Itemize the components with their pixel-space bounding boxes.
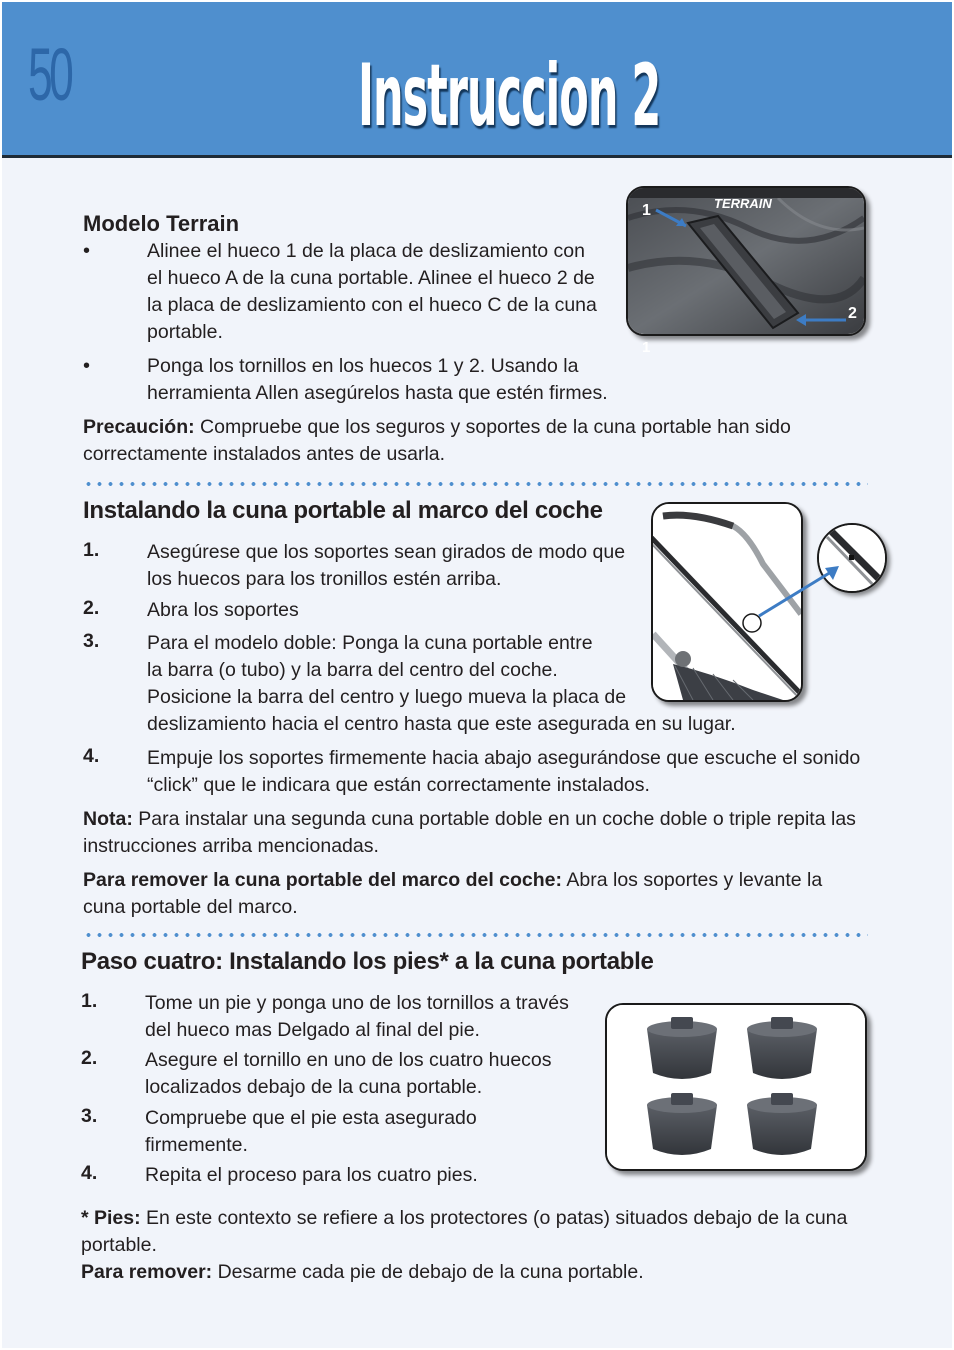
step-line: la barra (o tubo) y la barra del centro del coche. xyxy=(147,659,558,681)
terrain-brand-label: TERRAIN xyxy=(714,196,772,211)
step-number: 4. xyxy=(83,745,100,767)
remove-text-line2: cuna portable del marco. xyxy=(83,896,298,918)
step-line: los huecos para los tronillos estén arriba. xyxy=(147,568,502,590)
remove-paragraph xyxy=(83,867,822,921)
page-number: 50 xyxy=(28,33,71,116)
step-text xyxy=(145,990,569,1044)
note-text: Para instalar una segunda cuna portable doble en un coche doble o triple repita las xyxy=(132,808,856,830)
remove-label: Para remover la cuna portable del marco del coche: xyxy=(83,869,563,891)
note-label: Nota: xyxy=(83,808,133,830)
step-text xyxy=(147,597,299,624)
pointer-arrow-icon xyxy=(755,560,845,620)
page-title: Instruccion 2 xyxy=(358,46,661,146)
step-text xyxy=(145,1105,477,1159)
bullet-text-1 xyxy=(147,238,597,346)
bullet-symbol: • xyxy=(83,240,91,262)
foot-icon xyxy=(747,1017,817,1079)
terrain-slide-plate-photo xyxy=(626,186,866,336)
step-line: Abra los soportes xyxy=(147,599,299,621)
remove-feet-text: Desarme cada pie de debajo de la cuna portable. xyxy=(212,1261,644,1283)
step-line: Compruebe que el pie esta asegurado xyxy=(145,1107,477,1129)
callout-number-1: 1 xyxy=(642,202,651,219)
step-line: localizados debajo de la cuna portable. xyxy=(145,1076,483,1098)
step-line: firmemente. xyxy=(145,1134,248,1156)
feet-label: * Pies: xyxy=(81,1207,141,1229)
feet-photo xyxy=(605,1003,867,1171)
section-heading-modelo-terrain: Modelo Terrain xyxy=(83,211,240,236)
dotted-divider xyxy=(83,482,868,486)
step-number: 1. xyxy=(83,539,100,561)
step-line: deslizamiento hacia el centro hasta que este asegurada en su lugar. xyxy=(147,713,736,735)
page-header xyxy=(2,2,952,158)
step-line: Asegúrese que los soportes sean girados de modo que xyxy=(147,541,626,563)
feet-text: En este contexto se refiere a los protectores (o patas) situados debajo de la cuna xyxy=(140,1207,848,1229)
bullet-line: Ponga los tornillos en los huecos 1 y 2. Usando la xyxy=(147,355,579,377)
bullet-line: herramienta Allen asegúrelos hasta que estén firmes. xyxy=(147,382,608,404)
step-number: 3. xyxy=(83,630,100,652)
feet-text-line2: portable. xyxy=(81,1234,157,1256)
step-text xyxy=(145,1162,478,1189)
step-line: Repita el proceso para los cuatro pies. xyxy=(145,1164,478,1186)
step-line: Para el modelo doble: Ponga la cuna portable entre xyxy=(147,632,593,654)
caution-text: Compruebe que los seguros y soportes de la cuna portable han sido xyxy=(194,416,791,438)
bullet-line: la placa de deslizamiento con el hueco C de la cuna xyxy=(147,294,597,316)
step-text xyxy=(147,630,736,738)
remove-text: Abra los soportes y levante la xyxy=(562,869,823,891)
feet-footnote xyxy=(81,1205,847,1286)
stray-callout-number: 1 xyxy=(642,339,651,356)
section-heading-instalando-cuna: Instalando la cuna portable al marco del coche xyxy=(83,497,603,524)
bullet-line: el hueco A de la cuna portable. Alinee el hueco 2 de xyxy=(147,267,595,289)
bullet-text-2 xyxy=(147,353,608,407)
step-number: 3. xyxy=(81,1105,98,1127)
step-line: del hueco mas Delgado al final del pie. xyxy=(145,1019,480,1041)
callout-number-2: 2 xyxy=(848,305,857,322)
step-line: Asegure el tornillo en uno de los cuatro huecos xyxy=(145,1049,552,1071)
step-number: 2. xyxy=(81,1047,98,1069)
step-line: Posicione la barra del centro y luego mueva la placa de xyxy=(147,686,627,708)
step-line: Tome un pie y ponga uno de los tornillos a través xyxy=(145,992,569,1014)
note-text-line2: instrucciones arriba mencionadas. xyxy=(83,835,379,857)
foot-icon xyxy=(747,1093,817,1155)
caution-text-line2: correctamente instalados antes de usarla. xyxy=(83,443,446,465)
step-text xyxy=(147,745,860,799)
section-heading-paso-cuatro: Paso cuatro: Instalando los pies* a la cuna portable xyxy=(81,948,654,975)
remove-feet-label: Para remover: xyxy=(81,1261,213,1283)
dotted-divider xyxy=(83,933,868,937)
bullet-line: portable. xyxy=(147,321,223,343)
step-number: 4. xyxy=(81,1162,98,1184)
foot-icon xyxy=(647,1093,717,1155)
step-line: “click” que le indicara que están correctamente instalados. xyxy=(147,774,650,796)
caution-label: Precaución: xyxy=(83,416,195,438)
step-number: 2. xyxy=(83,597,100,619)
foot-icon xyxy=(647,1017,717,1079)
bullet-symbol: • xyxy=(83,355,91,377)
caution-paragraph xyxy=(83,414,791,468)
step-text xyxy=(147,539,625,593)
note-paragraph xyxy=(83,806,856,860)
step-text xyxy=(145,1047,552,1101)
step-number: 1. xyxy=(81,990,98,1012)
step-line: Empuje los soportes firmemente hacia abajo asegurándose que escuche el sonido xyxy=(147,747,861,769)
bullet-line: Alinee el hueco 1 de la placa de deslizamiento con xyxy=(147,240,585,262)
